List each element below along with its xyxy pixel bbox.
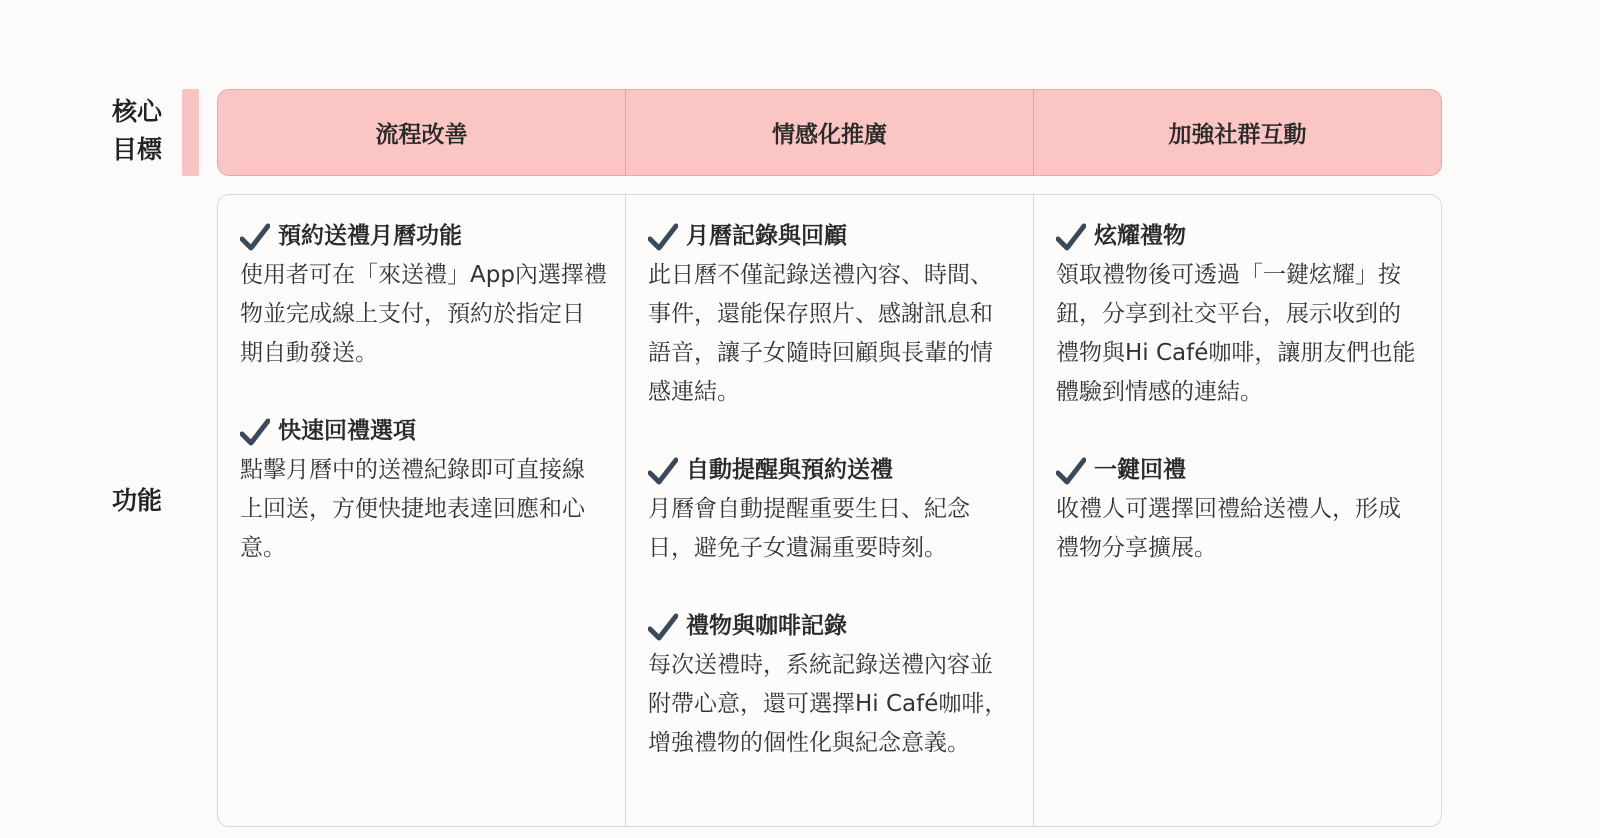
- feature-item: [648, 217, 1015, 412]
- feature-item: [648, 607, 1015, 763]
- feature-item: [240, 412, 607, 568]
- feature-title-text: 禮物與咖啡記錄: [686, 613, 847, 639]
- check-icon: [648, 613, 678, 641]
- feature-title: [1056, 217, 1423, 256]
- feature-description: 使用者可在「來送禮」App內選擇禮物並完成線上支付，預約於指定日期自動發送。: [240, 262, 607, 366]
- features-grid: [217, 194, 1442, 827]
- core-goals-header: [217, 89, 1442, 176]
- feature-title: [1056, 451, 1423, 490]
- check-icon: [1056, 223, 1086, 251]
- feature-item: [240, 217, 607, 373]
- core-goals-label-line1: 核心: [111, 97, 162, 126]
- feature-title-text: 一鍵回禮: [1094, 457, 1186, 483]
- features-column-emotional: [626, 195, 1034, 826]
- check-icon: [1056, 457, 1086, 485]
- core-goals-label-line2: 目標: [111, 135, 162, 164]
- check-icon: [648, 223, 678, 251]
- feature-title-text: 預約送禮月曆功能: [278, 223, 462, 249]
- feature-description: 每次送禮時，系統記錄送禮內容並附帶心意，還可選擇Hi Café咖啡，增強禮物的個性化與紀念意義。: [648, 652, 1008, 756]
- feature-item: [1056, 217, 1423, 412]
- feature-title: [240, 412, 607, 451]
- feature-title-text: 月曆記錄與回顧: [686, 223, 847, 249]
- feature-title-text: 自動提醒與預約送禮: [686, 457, 893, 483]
- feature-title: [648, 217, 1015, 256]
- feature-item: [648, 451, 1015, 568]
- goal-emotional-promotion: 情感化推廣: [626, 90, 1034, 175]
- goal-community-interaction: 加強社群互動: [1168, 122, 1307, 148]
- feature-description: 領取禮物後可透過「一鍵炫耀」按鈕，分享到社交平台，展示收到的禮物與Hi Café咖啡，讓朋友們也能體驗到情感的連結。: [1056, 262, 1416, 405]
- check-icon: [648, 457, 678, 485]
- feature-description: 點擊月曆中的送禮紀錄即可直接線上回送，方便快捷地表達回應和心意。: [240, 457, 585, 561]
- feature-description: 收禮人可選擇回禮給送禮人，形成禮物分享擴展。: [1056, 496, 1401, 561]
- features-column-community: [1034, 195, 1441, 826]
- feature-title: [648, 451, 1015, 490]
- feature-title: [648, 607, 1015, 646]
- feature-description: 月曆會自動提醒重要生日、紀念日，避免子女遺漏重要時刻。: [648, 496, 970, 561]
- core-goals-label: [100, 93, 174, 169]
- accent-bar: [182, 89, 199, 176]
- feature-title-text: 快速回禮選項: [278, 418, 416, 444]
- features-column-process: [218, 195, 626, 826]
- goal-process-improvement: 流程改善: [218, 90, 626, 175]
- feature-title-text: 炫耀禮物: [1094, 223, 1186, 249]
- features-label: 功能: [111, 486, 162, 515]
- feature-item: [1056, 451, 1423, 568]
- feature-title: [240, 217, 607, 256]
- feature-description: 此日曆不僅記錄送禮內容、時間、事件，還能保存照片、感謝訊息和語音，讓子女隨時回顧與長輩的情感連結。: [648, 262, 993, 405]
- check-icon: [240, 223, 270, 251]
- check-icon: [240, 418, 270, 446]
